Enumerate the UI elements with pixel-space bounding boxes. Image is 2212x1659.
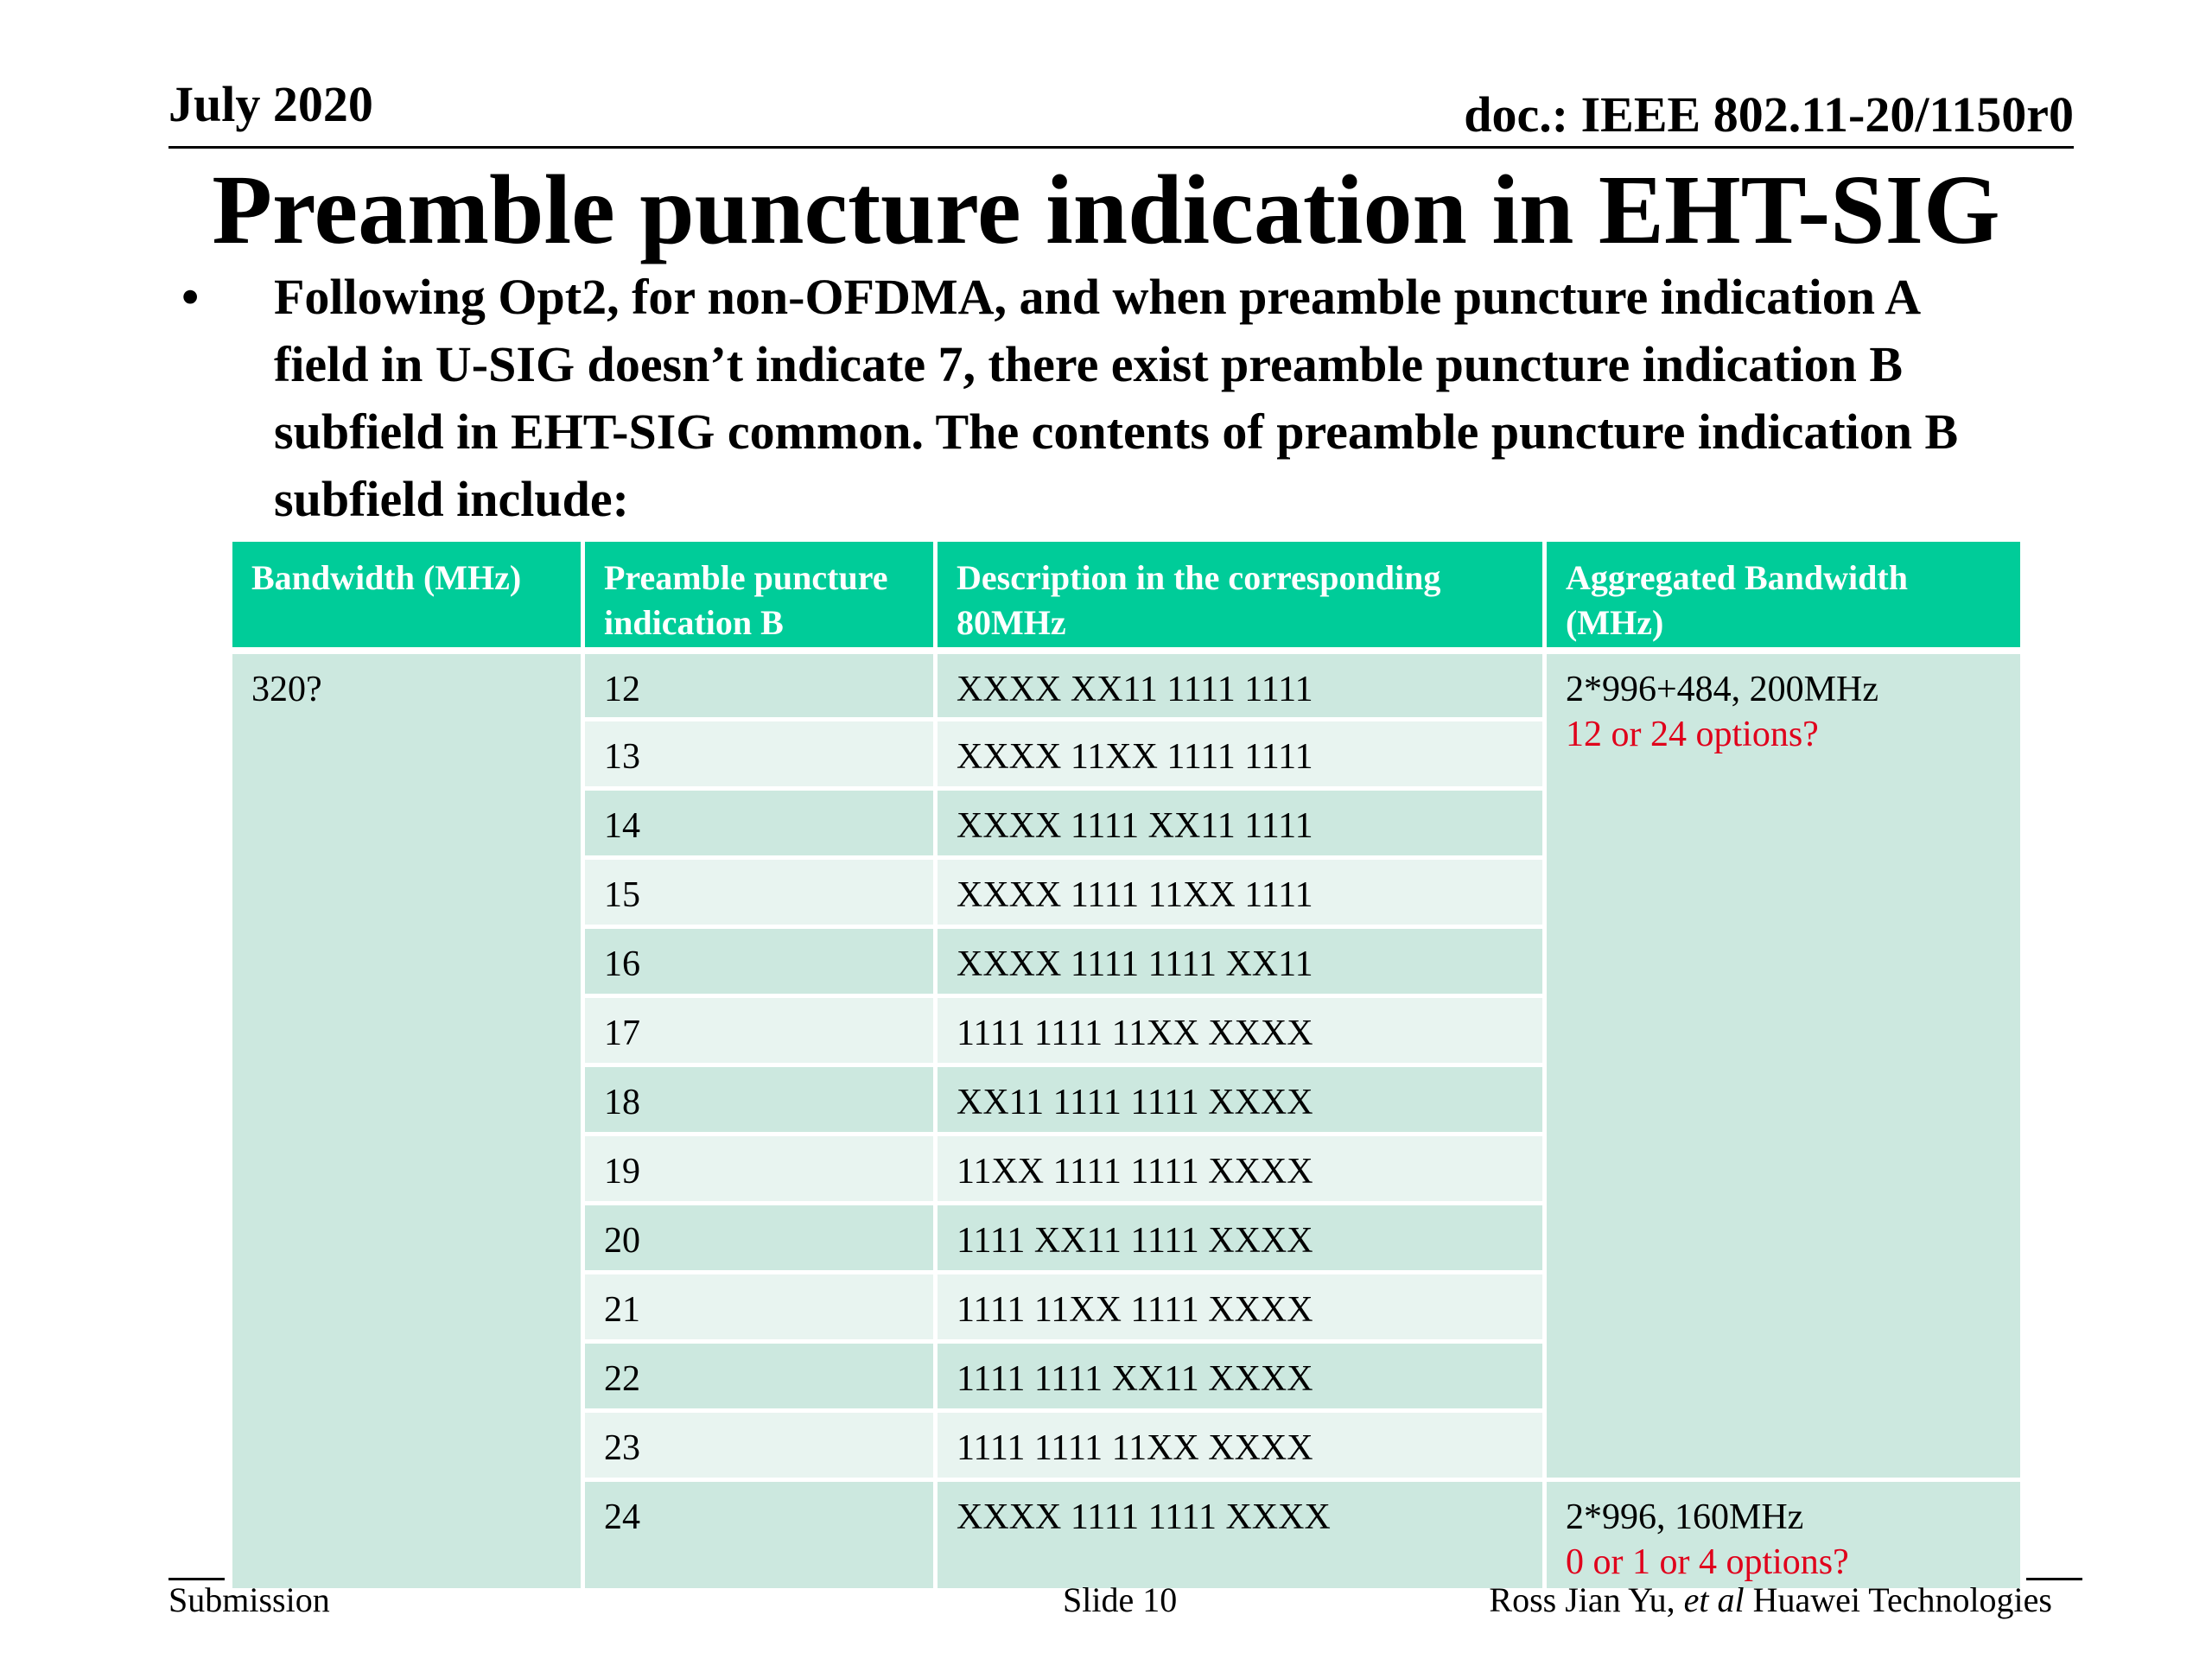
indication-cell: 15 <box>583 858 936 927</box>
footer-submission: Submission <box>168 1580 330 1619</box>
description-cell: XXXX 1111 11XX 1111 <box>936 858 1545 927</box>
description-cell: 1111 1111 XX11 XXXX <box>936 1342 1545 1411</box>
indication-cell: 18 <box>583 1065 936 1135</box>
slide-number: Slide 10 <box>1063 1580 1178 1619</box>
header-date: July 2020 <box>168 76 373 132</box>
aggregated-cell-160mhz <box>1545 1480 2023 1591</box>
description-cell: 11XX 1111 1111 XXXX <box>936 1135 1545 1204</box>
indication-cell: 12 <box>583 651 936 720</box>
table-row <box>231 651 2023 720</box>
puncture-indication-table <box>228 537 2024 1592</box>
document-id: doc.: IEEE 802.11-20/1150r0 <box>1464 86 2074 143</box>
aggregated-cell-200mhz <box>1545 651 2023 1480</box>
indication-cell: 21 <box>583 1273 936 1342</box>
slide-title: Preamble puncture indication in EHT-SIG <box>212 155 2000 264</box>
header-description: Description in the corresponding 80MHz <box>936 540 1545 651</box>
indication-cell: 17 <box>583 996 936 1065</box>
description-cell: XXXX 1111 1111 XXXX <box>936 1480 1545 1591</box>
author-name: Ross Jian Yu, <box>1489 1580 1675 1619</box>
indication-cell: 22 <box>583 1342 936 1411</box>
indication-cell: 24 <box>583 1480 936 1591</box>
description-cell: XXXX XX11 1111 1111 <box>936 651 1545 720</box>
description-cell: XX11 1111 1111 XXXX <box>936 1065 1545 1135</box>
description-cell: 1111 XX11 1111 XXXX <box>936 1204 1545 1273</box>
indication-cell: 14 <box>583 789 936 858</box>
bullet-marker: • <box>181 269 200 325</box>
author-company: Huawei Technologies <box>1752 1580 2052 1619</box>
header-indication-b: Preamble puncture indication B <box>583 540 936 651</box>
bandwidth-cell: 320? <box>231 651 583 1591</box>
footer-author <box>1489 1580 2052 1619</box>
aggregated-value: 2*996+484, 200MHz <box>1566 669 1879 709</box>
description-cell: XXXX 1111 1111 XX11 <box>936 927 1545 996</box>
header-divider <box>168 146 2074 149</box>
bullet-text: Following Opt2, for non-OFDMA, and when preamble puncture indication A field in U-SIG doesn’t indicate 7, there exist preamble puncture indication B subfield in EHT-SIG common. The contents of preamble puncture indication B subfield include: <box>274 269 1959 527</box>
description-cell: 1111 1111 11XX XXXX <box>936 996 1545 1065</box>
description-cell: XXXX 11XX 1111 1111 <box>936 720 1545 789</box>
aggregated-note: 12 or 24 options? <box>1566 714 1819 754</box>
aggregated-value: 2*996, 160MHz <box>1566 1497 1804 1537</box>
description-cell: 1111 11XX 1111 XXXX <box>936 1273 1545 1342</box>
description-cell: XXXX 1111 XX11 1111 <box>936 789 1545 858</box>
author-etal: et al <box>1683 1580 1745 1619</box>
indication-cell: 16 <box>583 927 936 996</box>
indication-cell: 13 <box>583 720 936 789</box>
description-cell: 1111 1111 11XX XXXX <box>936 1411 1545 1480</box>
indication-cell: 19 <box>583 1135 936 1204</box>
table-header-row <box>231 540 2023 651</box>
aggregated-note: 0 or 1 or 4 options? <box>1566 1542 1849 1582</box>
indication-cell: 20 <box>583 1204 936 1273</box>
header-bandwidth: Bandwidth (MHz) <box>231 540 583 651</box>
header-aggregated-bandwidth: Aggregated Bandwidth (MHz) <box>1545 540 2023 651</box>
indication-cell: 23 <box>583 1411 936 1480</box>
